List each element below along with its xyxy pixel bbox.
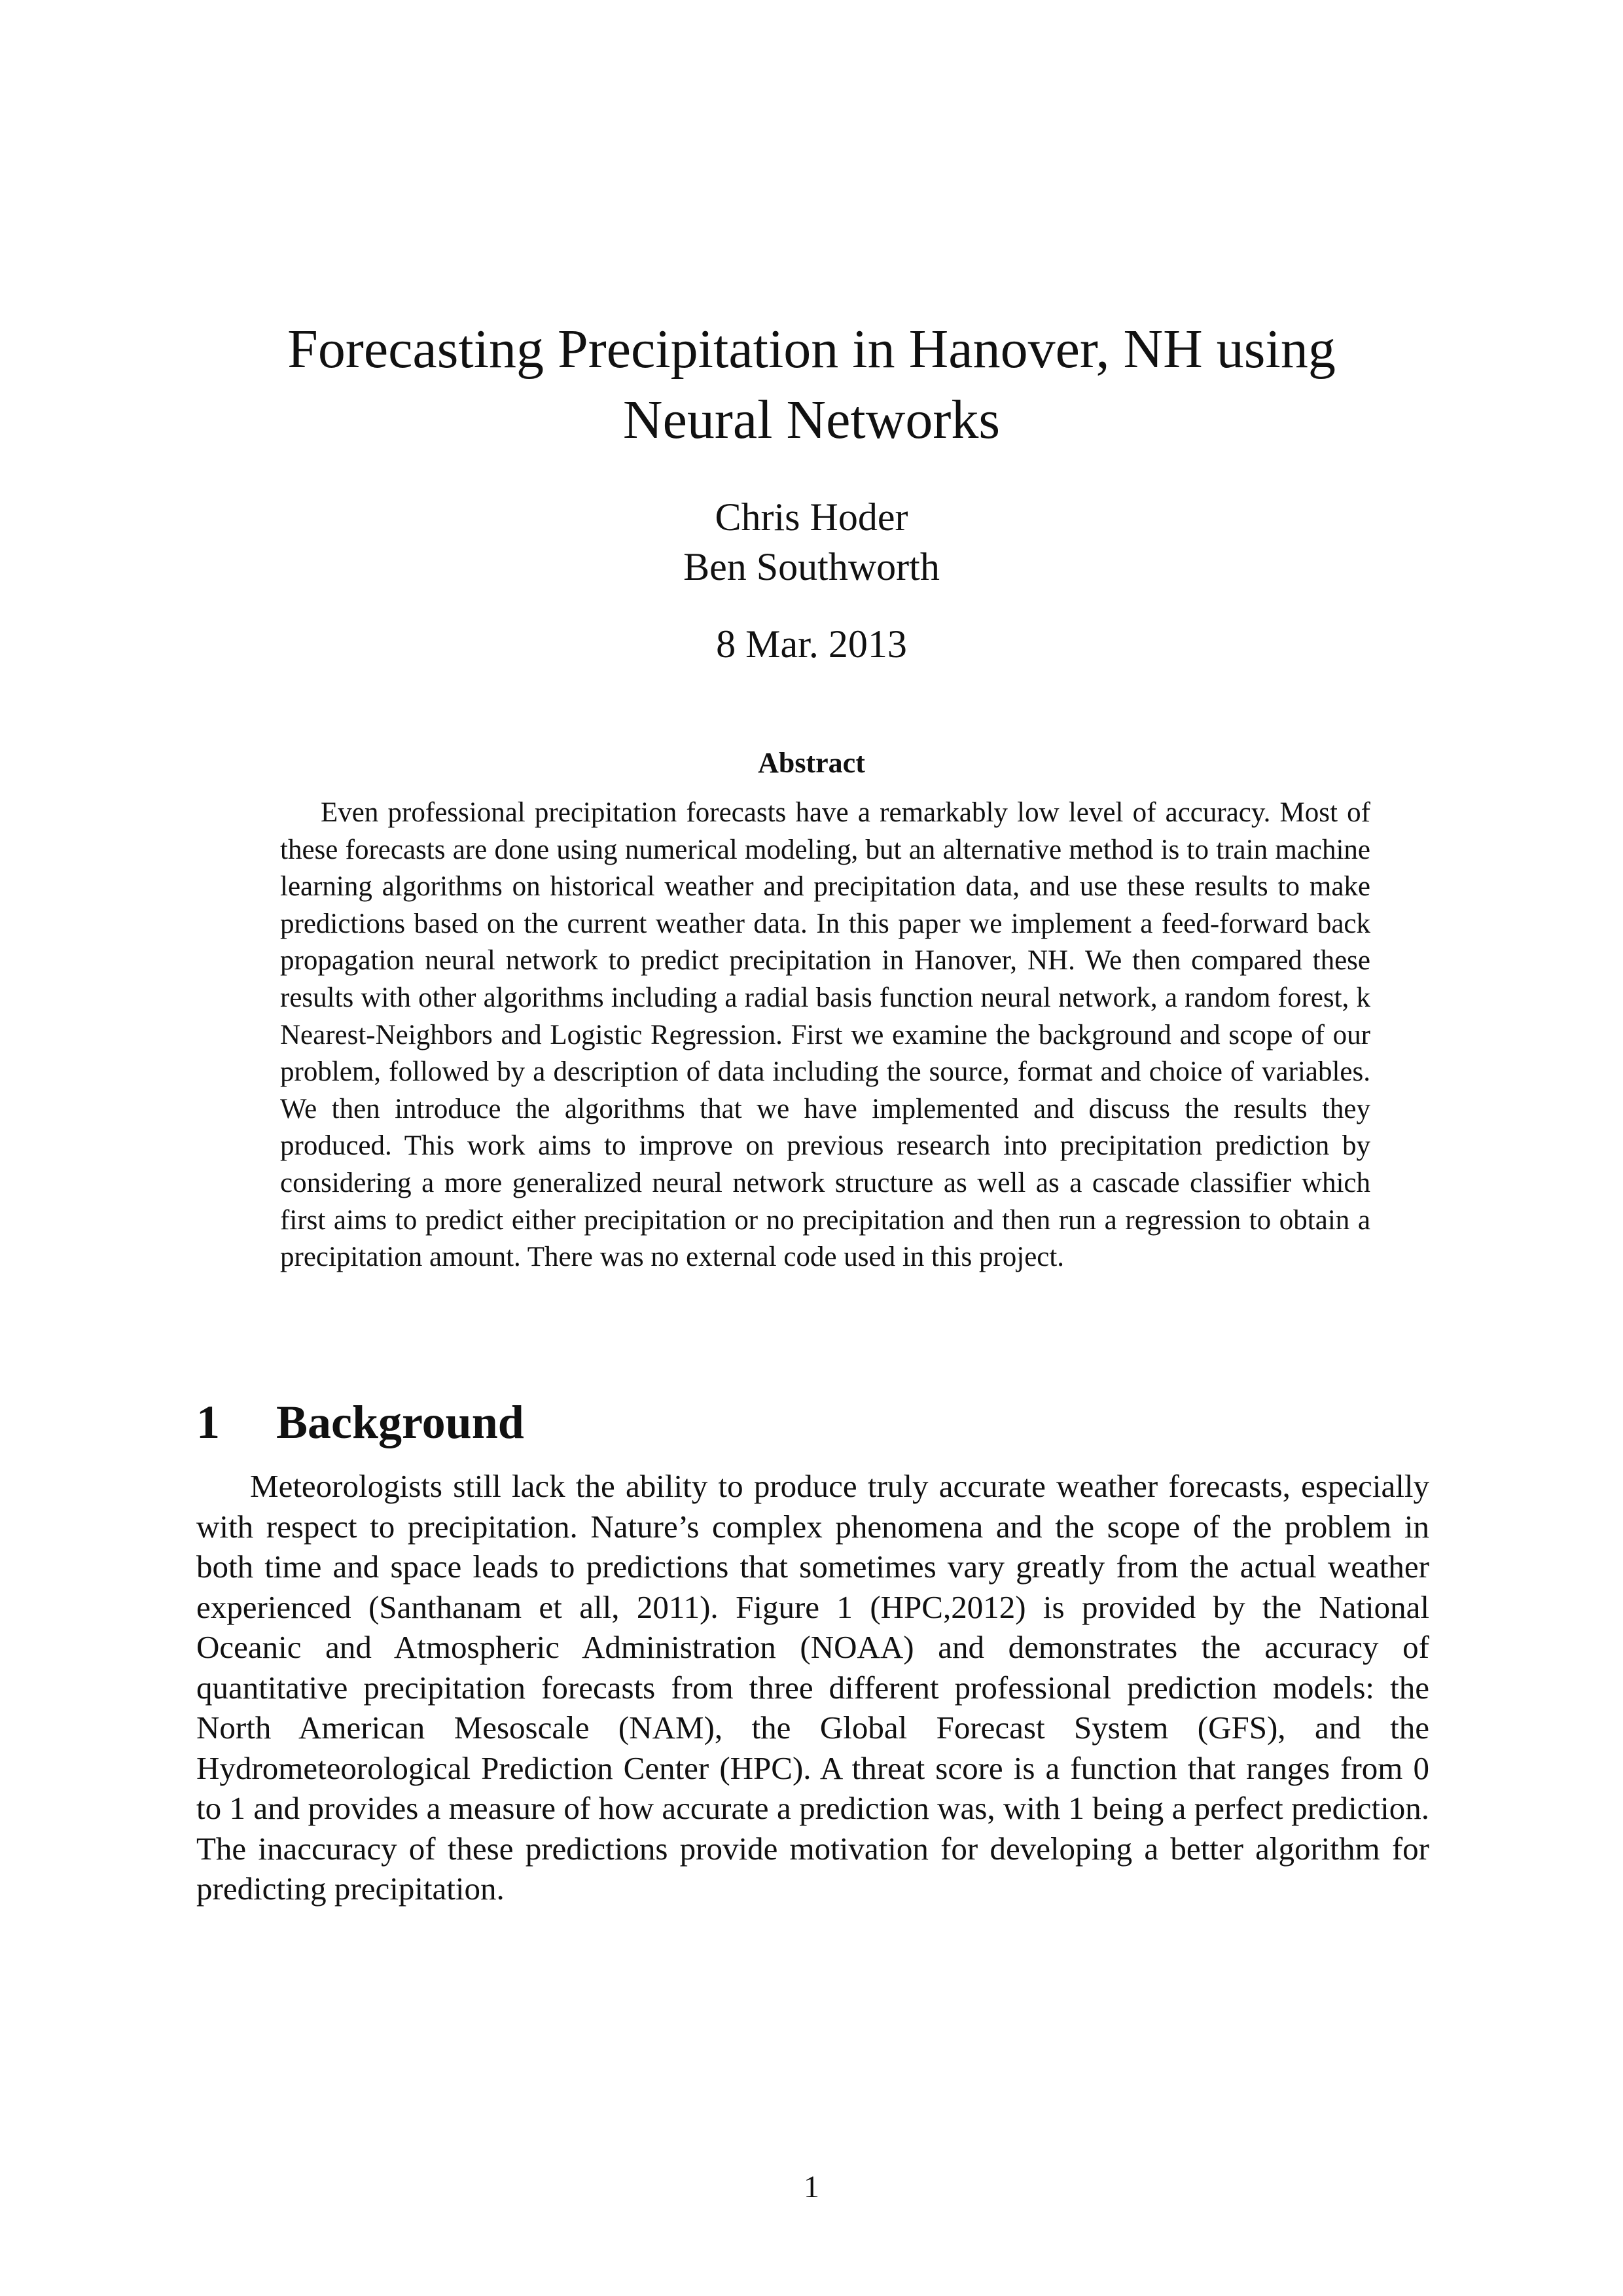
author-name: Chris Hoder	[715, 495, 908, 539]
section-paragraph: Meteorologists still lack the ability to produce truly accurate weather forecasts, especially with respect to precipitation. Nature’s complex phenomena and the scope of the problem in both time and space leads to predictions that sometimes vary greatly from the actual weather experienced (Santhanam et all, 2011). Figure 1 (HPC,2012) is provided by the National Oceanic and Atmospheric Administration (NOAA) and demonstrates the accuracy of quantitative precipitation forecasts from three different professional prediction models: the North American Mesoscale (NAM), the Global Forecast System (GFS), and the Hydrometeorological Prediction Center (HPC). A threat score is a function that ranges from 0 to 1 and provides a measure of how accurate a prediction was, with 1 being a perfect prediction. The inaccuracy of these predictions provide motivation for developing a better algorithm for predicting precipitation.	[196, 1468, 1429, 1907]
author-list	[196, 492, 1427, 592]
abstract-heading: Abstract	[758, 747, 865, 779]
paper-title-line-1: Forecasting Precipitation in Hanover, NH using	[287, 319, 1336, 380]
publication-date: 8 Mar. 2013	[716, 622, 907, 666]
section-number: 1	[196, 1396, 220, 1448]
author-name: Ben Southworth	[683, 545, 940, 588]
page-number: 1	[804, 2170, 819, 2204]
section-heading	[196, 1393, 524, 1452]
paper-title-line-2: Neural Networks	[622, 389, 1001, 450]
section-title: Background	[276, 1396, 524, 1448]
abstract-text: Even professional precipitation forecasts have a remarkably low level of accuracy. Most of these forecasts are done using numerical modeling, but an alternative method is to train machine learning algorithms on historical weather and precipitation data, and use these results to make predictions based on the current weather data. In this paper we implement a feed-forward back propagation neural network to predict precipitation in Hanover, NH. We then compared these results with other algorithms including a radial basis function neural network, a random forest, k Nearest-Neighbors and Logistic Regression. First we examine the background and scope of our problem, followed by a description of data including the source, format and choice of variables. We then introduce the algorithms that we have implemented and discuss the results they produced. This work aims to improve on previous research into precipitation prediction by considering a more generalized neural network structure as well as a cascade classifier which first aims to predict either precipitation or no precipitation and then run a regression to obtain a precipitation amount. There was no external code used in this project.	[280, 797, 1370, 1273]
paper-title	[196, 314, 1427, 456]
